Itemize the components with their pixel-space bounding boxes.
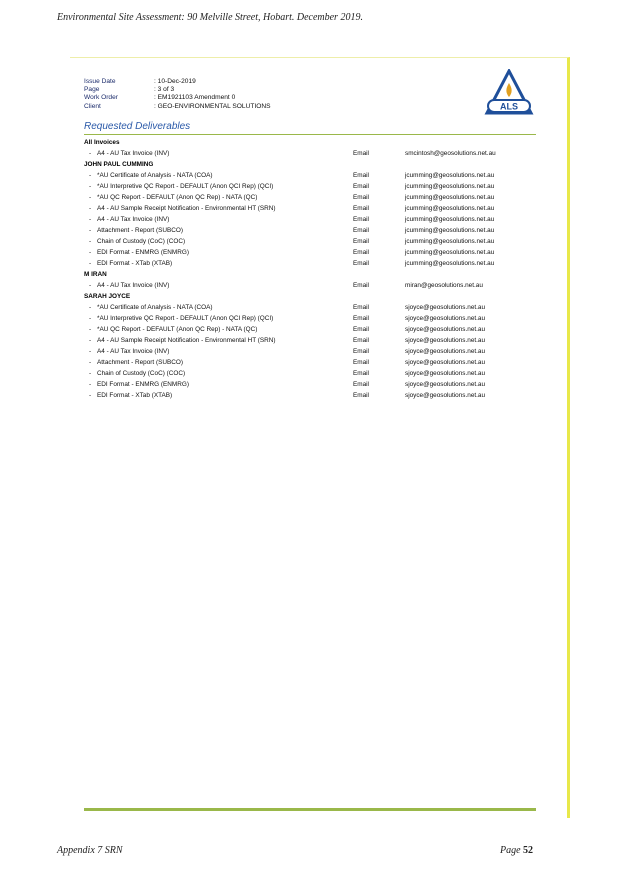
deliverable-row <box>84 313 536 324</box>
deliverable-label: EDI Format - XTab (XTAB) <box>97 260 173 267</box>
section-title: Requested Deliverables <box>84 121 191 132</box>
recipient-email: jcumming@geosolutions.net.au <box>405 205 495 212</box>
delivery-method: Email <box>353 315 369 322</box>
deliverable-label: *AU Interpretive QC Report - DEFAULT (Anon QCI Rep) (QCI) <box>97 315 274 322</box>
deliverable-row <box>84 148 536 159</box>
bullet-dash: - <box>89 282 92 289</box>
meta-row <box>84 78 271 86</box>
bullet-dash: - <box>89 359 92 366</box>
bullet-dash: - <box>89 194 92 201</box>
bullet-dash: - <box>89 326 92 333</box>
delivery-method: Email <box>353 370 369 377</box>
meta-row <box>84 86 271 94</box>
deliverable-row <box>84 192 536 203</box>
delivery-method: Email <box>353 326 369 333</box>
deliverable-row <box>84 280 536 291</box>
recipient-email: sjoyce@geosolutions.net.au <box>405 337 486 344</box>
page-header: Environmental Site Assessment: 90 Melville Street, Hobart. December 2019. <box>57 12 363 23</box>
deliverable-label: Attachment - Report (SUBCO) <box>97 359 183 366</box>
bullet-dash: - <box>89 150 92 157</box>
recipient-email: sjoyce@geosolutions.net.au <box>405 381 486 388</box>
deliverable-label: A4 - AU Tax Invoice (INV) <box>97 216 170 223</box>
deliverable-label: A4 - AU Sample Receipt Notification - Environmental HT (SRN) <box>97 337 276 344</box>
deliverable-label: Chain of Custody (CoC) (COC) <box>97 370 186 377</box>
recipient-email: jcumming@geosolutions.net.au <box>405 260 495 267</box>
deliverable-row <box>84 236 536 247</box>
meta-value: : 3 of 3 <box>154 86 175 94</box>
deliverable-label: EDI Format - ENMRG (ENMRG) <box>97 249 189 256</box>
delivery-method: Email <box>353 194 369 201</box>
footer-page <box>500 845 533 856</box>
deliverable-label: *AU Certificate of Analysis - NATA (COA) <box>97 304 213 311</box>
bullet-dash: - <box>89 315 92 322</box>
recipient-email: jcumming@geosolutions.net.au <box>405 183 495 190</box>
bullet-dash: - <box>89 392 92 399</box>
delivery-method: Email <box>353 238 369 245</box>
recipient-group-heading: All Invoices <box>84 139 120 146</box>
recipient-group-heading: M IRAN <box>84 271 107 278</box>
deliverable-label: A4 - AU Sample Receipt Notification - Environmental HT (SRN) <box>97 205 276 212</box>
recipient-email: sjoyce@geosolutions.net.au <box>405 315 486 322</box>
meta-key: Page <box>84 86 100 94</box>
delivery-method: Email <box>353 348 369 355</box>
delivery-method: Email <box>353 205 369 212</box>
footer-page-label: Page <box>500 845 521 856</box>
deliverable-label: EDI Format - ENMRG (ENMRG) <box>97 381 189 388</box>
bullet-dash: - <box>89 238 92 245</box>
delivery-method: Email <box>353 392 369 399</box>
deliverable-label: *AU Interpretive QC Report - DEFAULT (Anon QCI Rep) (QCI) <box>97 183 274 190</box>
meta-row <box>84 94 271 102</box>
recipient-email: jcumming@geosolutions.net.au <box>405 194 495 201</box>
bullet-dash: - <box>89 205 92 212</box>
delivery-method: Email <box>353 183 369 190</box>
deliverable-row <box>84 247 536 258</box>
deliverable-label: *AU QC Report - DEFAULT (Anon QC Rep) - NATA (QC) <box>97 194 258 201</box>
recipient-group-heading: SARAH JOYCE <box>84 293 131 300</box>
bullet-dash: - <box>89 348 92 355</box>
bullet-dash: - <box>89 227 92 234</box>
meta-key: Issue Date <box>84 78 116 85</box>
deliverable-row <box>84 302 536 313</box>
meta-key: Client <box>84 102 101 110</box>
meta-value: : EM1921103 Amendment 0 <box>154 94 236 102</box>
deliverable-label: *AU Certificate of Analysis - NATA (COA) <box>97 172 213 179</box>
deliverable-label: A4 - AU Tax Invoice (INV) <box>97 150 170 157</box>
footer-appendix: Appendix 7 SRN <box>57 845 123 856</box>
deliverable-row <box>84 258 536 269</box>
meta-key: Work Order <box>84 94 118 102</box>
deliverable-row <box>84 170 536 181</box>
bullet-dash: - <box>89 381 92 388</box>
delivery-method: Email <box>353 359 369 366</box>
recipient-email: jcumming@geosolutions.net.au <box>405 172 495 179</box>
recipient-email: sjoyce@geosolutions.net.au <box>405 326 486 333</box>
meta-value: : GEO-ENVIRONMENTAL SOLUTIONS <box>154 102 271 110</box>
deliverable-label: A4 - AU Tax Invoice (INV) <box>97 282 170 289</box>
recipient-group-heading: JOHN PAUL CUMMING <box>84 161 154 168</box>
deliverable-row <box>84 379 536 390</box>
delivery-method: Email <box>353 150 369 157</box>
deliverable-row <box>84 324 536 335</box>
deliverable-row <box>84 214 536 225</box>
title-rule <box>84 134 536 135</box>
recipient-email: jcumming@geosolutions.net.au <box>405 216 495 223</box>
deliverable-row <box>84 368 536 379</box>
deliverable-row <box>84 181 536 192</box>
deliverable-label: EDI Format - XTab (XTAB) <box>97 392 173 399</box>
bullet-dash: - <box>89 260 92 267</box>
recipient-email: sjoyce@geosolutions.net.au <box>405 304 486 311</box>
recipient-email: jcumming@geosolutions.net.au <box>405 238 495 245</box>
bullet-dash: - <box>89 172 92 179</box>
deliverable-label: *AU QC Report - DEFAULT (Anon QC Rep) - NATA (QC) <box>97 326 258 333</box>
report-meta <box>84 78 271 111</box>
delivery-method: Email <box>353 304 369 311</box>
footer-page-number: 52 <box>523 845 534 856</box>
deliverable-label: A4 - AU Tax Invoice (INV) <box>97 348 170 355</box>
deliverable-row <box>84 357 536 368</box>
deliverable-row <box>84 225 536 236</box>
deliverable-row <box>84 335 536 346</box>
deliverable-label: Attachment - Report (SUBCO) <box>97 227 183 234</box>
recipient-email: miran@geosolutions.net.au <box>405 282 483 289</box>
bullet-dash: - <box>89 304 92 311</box>
bullet-dash: - <box>89 216 92 223</box>
delivery-method: Email <box>353 172 369 179</box>
recipient-email: sjoyce@geosolutions.net.au <box>405 348 486 355</box>
bullet-dash: - <box>89 370 92 377</box>
recipient-email: sjoyce@geosolutions.net.au <box>405 359 486 366</box>
deliverable-row <box>84 390 536 401</box>
deliverables-list <box>84 137 536 401</box>
als-logo-icon <box>484 69 534 119</box>
deliverable-row <box>84 346 536 357</box>
delivery-method: Email <box>353 227 369 234</box>
meta-row <box>84 103 271 111</box>
deliverable-label: Chain of Custody (CoC) (COC) <box>97 238 186 245</box>
delivery-method: Email <box>353 216 369 223</box>
bottom-rule <box>84 808 536 811</box>
deliverable-row <box>84 203 536 214</box>
delivery-method: Email <box>353 260 369 267</box>
bullet-dash: - <box>89 249 92 256</box>
recipient-email: sjoyce@geosolutions.net.au <box>405 370 486 377</box>
delivery-method: Email <box>353 249 369 256</box>
bullet-dash: - <box>89 337 92 344</box>
delivery-method: Email <box>353 337 369 344</box>
delivery-method: Email <box>353 381 369 388</box>
recipient-email: jcumming@geosolutions.net.au <box>405 249 495 256</box>
delivery-method: Email <box>353 282 369 289</box>
logo-text: ALS <box>500 101 518 112</box>
recipient-email: smcintosh@geosolutions.net.au <box>405 150 496 157</box>
bullet-dash: - <box>89 183 92 190</box>
meta-value: : 10-Dec-2019 <box>154 78 196 85</box>
recipient-email: jcumming@geosolutions.net.au <box>405 227 495 234</box>
recipient-email: sjoyce@geosolutions.net.au <box>405 392 486 399</box>
